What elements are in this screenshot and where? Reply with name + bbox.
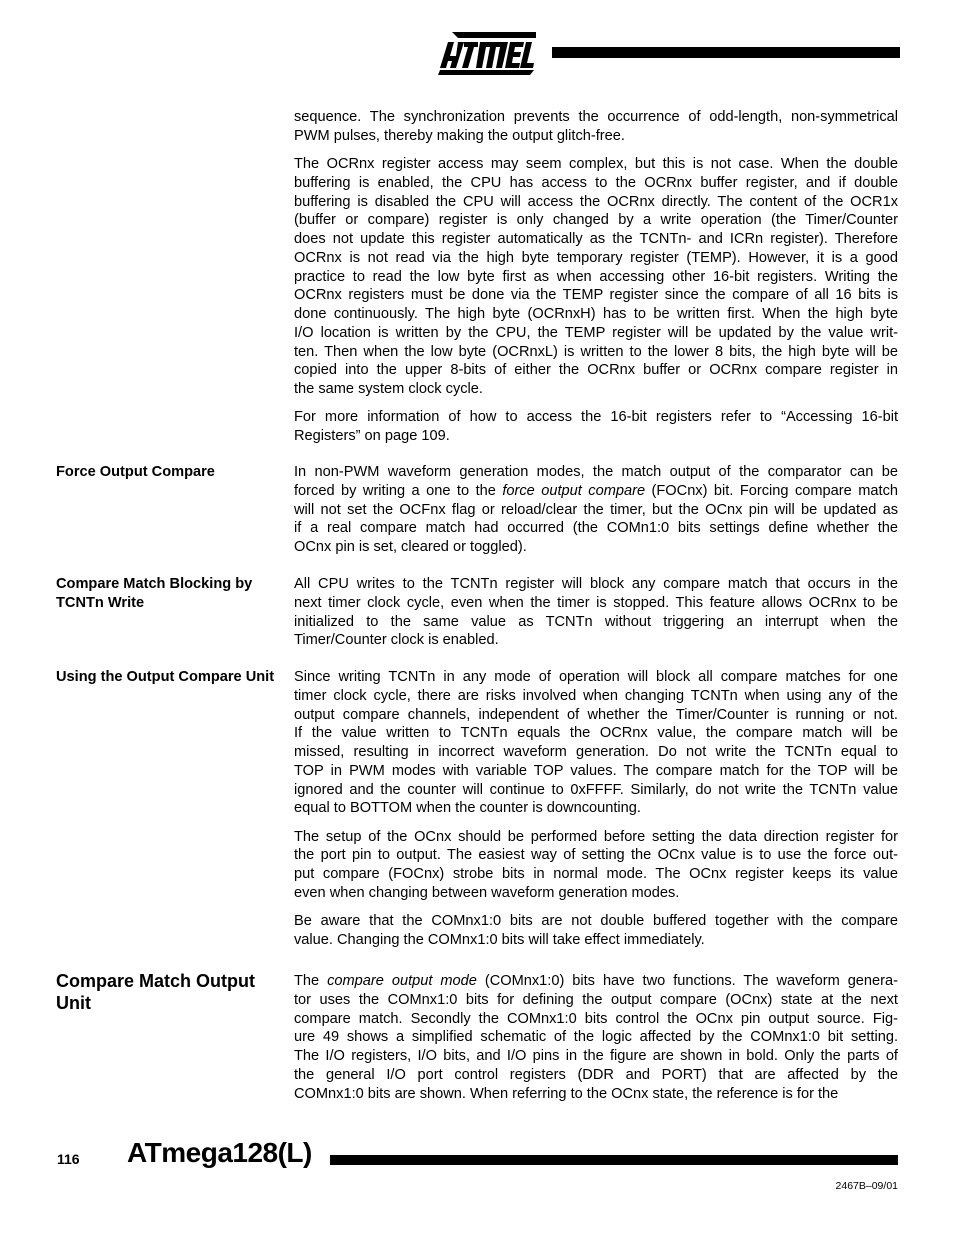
- text-line: The setup of the OCnx should be performed before setting the data direction register for: [294, 828, 898, 845]
- text-line: [294, 972, 898, 991]
- text-line: the general I/O port control registers (DDR and PORT) that are affected by the: [294, 1066, 898, 1083]
- text-line: practice to read the low byte first as when accessing other 16-bit registers. Writing the: [294, 268, 898, 285]
- text-line: missed, resulting in incorrect waveform generation. Do not write the TCNTn equal to: [294, 744, 898, 760]
- page-number: 116: [57, 1151, 80, 1167]
- text-line: TOP in PWM modes with variable TOP values. The compare match for the TOP will be: [294, 762, 898, 779]
- text-line: For more information of how to access the 16-bit registers refer to “Accessing 16-bit: [294, 409, 898, 426]
- text-line: (buffer or compare) register is only changed by a write operation (the Timer/Counter: [294, 212, 898, 229]
- heading-compare-match-blocking: Compare Match Blocking by TCNTn Write: [56, 576, 253, 611]
- paragraph: [294, 668, 898, 818]
- document-id: 2467B–09/01: [835, 1180, 898, 1192]
- text-line: Timer/Counter clock is enabled.: [294, 632, 499, 649]
- text-run: The: [294, 973, 328, 989]
- text-run: (COMnx1:0) bits have two functions. The waveform genera-: [476, 973, 898, 989]
- paragraph: [294, 912, 898, 950]
- paragraph: [294, 463, 898, 557]
- footer-rule: [330, 1155, 898, 1165]
- text-line: ure 49 shows a simplified schematic of the logic affected by the COMnx1:0 bit setting.: [294, 1029, 898, 1046]
- text-line: if a real compare match had occurred (the COMn1:0 bits settings define whether the: [294, 520, 898, 537]
- paragraph: [294, 155, 898, 399]
- paragraph: [294, 828, 898, 903]
- product-title: ATmega128(L): [127, 1137, 312, 1168]
- text-line: buffering is enabled, the CPU has access to the OCRnx buffer register, and if double: [294, 174, 898, 191]
- paragraph: [294, 972, 898, 1103]
- text-line: compare match. Secondly the COMnx1:0 bits control the OCnx pin output source. Fig-: [294, 1010, 898, 1027]
- text-line: If the value written to TCNTn equals the OCRnx value, the compare match will be: [294, 725, 898, 742]
- paragraph: [294, 108, 898, 146]
- text-line: value. Changing the COMnx1:0 bits will take effect immediately.: [294, 931, 705, 948]
- atmel-logo: [438, 30, 538, 76]
- paragraph: [294, 408, 898, 446]
- text-line: [294, 482, 898, 501]
- text-line: Registers” on page 109.: [294, 428, 450, 444]
- text-line: does not update this register automatically as the TCNTn- and ICRn register). Therefore: [294, 231, 898, 247]
- heading-compare-match-output-unit: Compare Match Output Unit: [56, 971, 256, 1013]
- text-line: ten. Then when the low byte (OCRnxL) is written to the lower 8 bits, the high byte will be: [294, 343, 898, 360]
- text-line: copied into the upper 8-bits of either the OCRnx buffer or OCRnx compare register in: [294, 362, 898, 379]
- section-compare-match-output-unit: [294, 972, 898, 1103]
- section-force-output-compare: [294, 463, 898, 557]
- heading-force-output-compare: Force Output Compare: [56, 464, 215, 480]
- text-line: output compare channels, independent of whether the Timer/Counter is running or not.: [294, 706, 898, 723]
- paragraph: [294, 575, 898, 650]
- text-line: PWM pulses, thereby making the output glitch-free.: [294, 127, 625, 144]
- text-line: buffering is disabled the CPU will access the OCRnx directly. The content of the OCR1x: [294, 193, 898, 210]
- text-line: In non-PWM waveform generation modes, the match output of the comparator can be: [294, 464, 898, 480]
- text-line: Since writing TCNTn in any mode of operation will block all compare matches for one: [294, 669, 898, 685]
- text-line: The I/O registers, I/O bits, and I/O pins in the figure are shown in bold. Only the parts of: [294, 1048, 898, 1064]
- text-line: COMnx1:0 bits are shown. When referring to the OCnx state, the reference is for the: [294, 1085, 839, 1102]
- text-line: tor uses the COMnx1:0 bits for defining the output compare (OCnx) state at the next: [294, 991, 898, 1008]
- text-line: the port pin to output. The easiest way of setting the OCnx value is to use the force out-: [294, 847, 898, 864]
- text-line: ignored and the counter will continue to 0xFFFF. Similarly, do not write the TCNTn value: [294, 781, 898, 798]
- section-intro: [294, 108, 898, 446]
- text-line: put compare (FOCnx) strobe bits in normal mode. The OCnx register keeps its value: [294, 866, 898, 882]
- text-run: (FOCnx) bit. Forcing compare match: [645, 482, 898, 499]
- italic-term: compare output mode: [327, 973, 477, 989]
- italic-term: force output compare: [502, 482, 646, 499]
- text-line: OCnx pin is set, cleared or toggled).: [294, 539, 527, 555]
- section-using-output-compare-unit: [294, 668, 898, 950]
- text-line: Be aware that the COMnx1:0 bits are not double buffered together with the compare: [294, 913, 898, 929]
- text-line: next timer clock cycle, even when the timer is stopped. This feature allows OCRnx to be: [294, 594, 898, 611]
- text-line: The OCRnx register access may seem complex, but this is not case. When the double: [294, 156, 898, 172]
- text-line: OCRnx is not read via the high byte temporary register (TEMP). However, it is a good: [294, 249, 898, 266]
- header-rule: [552, 47, 900, 58]
- text-line: OCRnx registers must be done via the TEMP register since the compare of all 16 bits is: [294, 287, 898, 304]
- text-line: initialized to the same value as TCNTn without triggering an interrupt when the: [294, 613, 898, 630]
- text-line: I/O location is written by the CPU, the TEMP register will be updated by the value writ-: [294, 324, 898, 341]
- text-line: will not set the OCFnx flag or reload/clear the timer, but the OCnx pin will be updated as: [294, 501, 898, 518]
- text-line: timer clock cycle, there are risks involved when changing TCNTn when using any of the: [294, 687, 898, 704]
- heading-using-output-compare-unit: Using the Output Compare Unit: [56, 669, 275, 685]
- text-line: equal to BOTTOM when the counter is downcounting.: [294, 800, 641, 817]
- text-line: All CPU writes to the TCNTn register will block any compare match that occurs in the: [294, 576, 898, 592]
- text-line: sequence. The synchronization prevents the occurrence of odd-length, non-symmetrical: [294, 109, 898, 125]
- text-line: done continuously. The high byte (OCRnxH) has to be written first. When the high byte: [294, 306, 898, 322]
- text-line: the same system clock cycle.: [294, 381, 483, 397]
- text-run: forced by writing a one to the: [294, 482, 503, 499]
- text-line: even when changing between waveform generation modes.: [294, 884, 680, 901]
- section-compare-match-blocking: [294, 575, 898, 650]
